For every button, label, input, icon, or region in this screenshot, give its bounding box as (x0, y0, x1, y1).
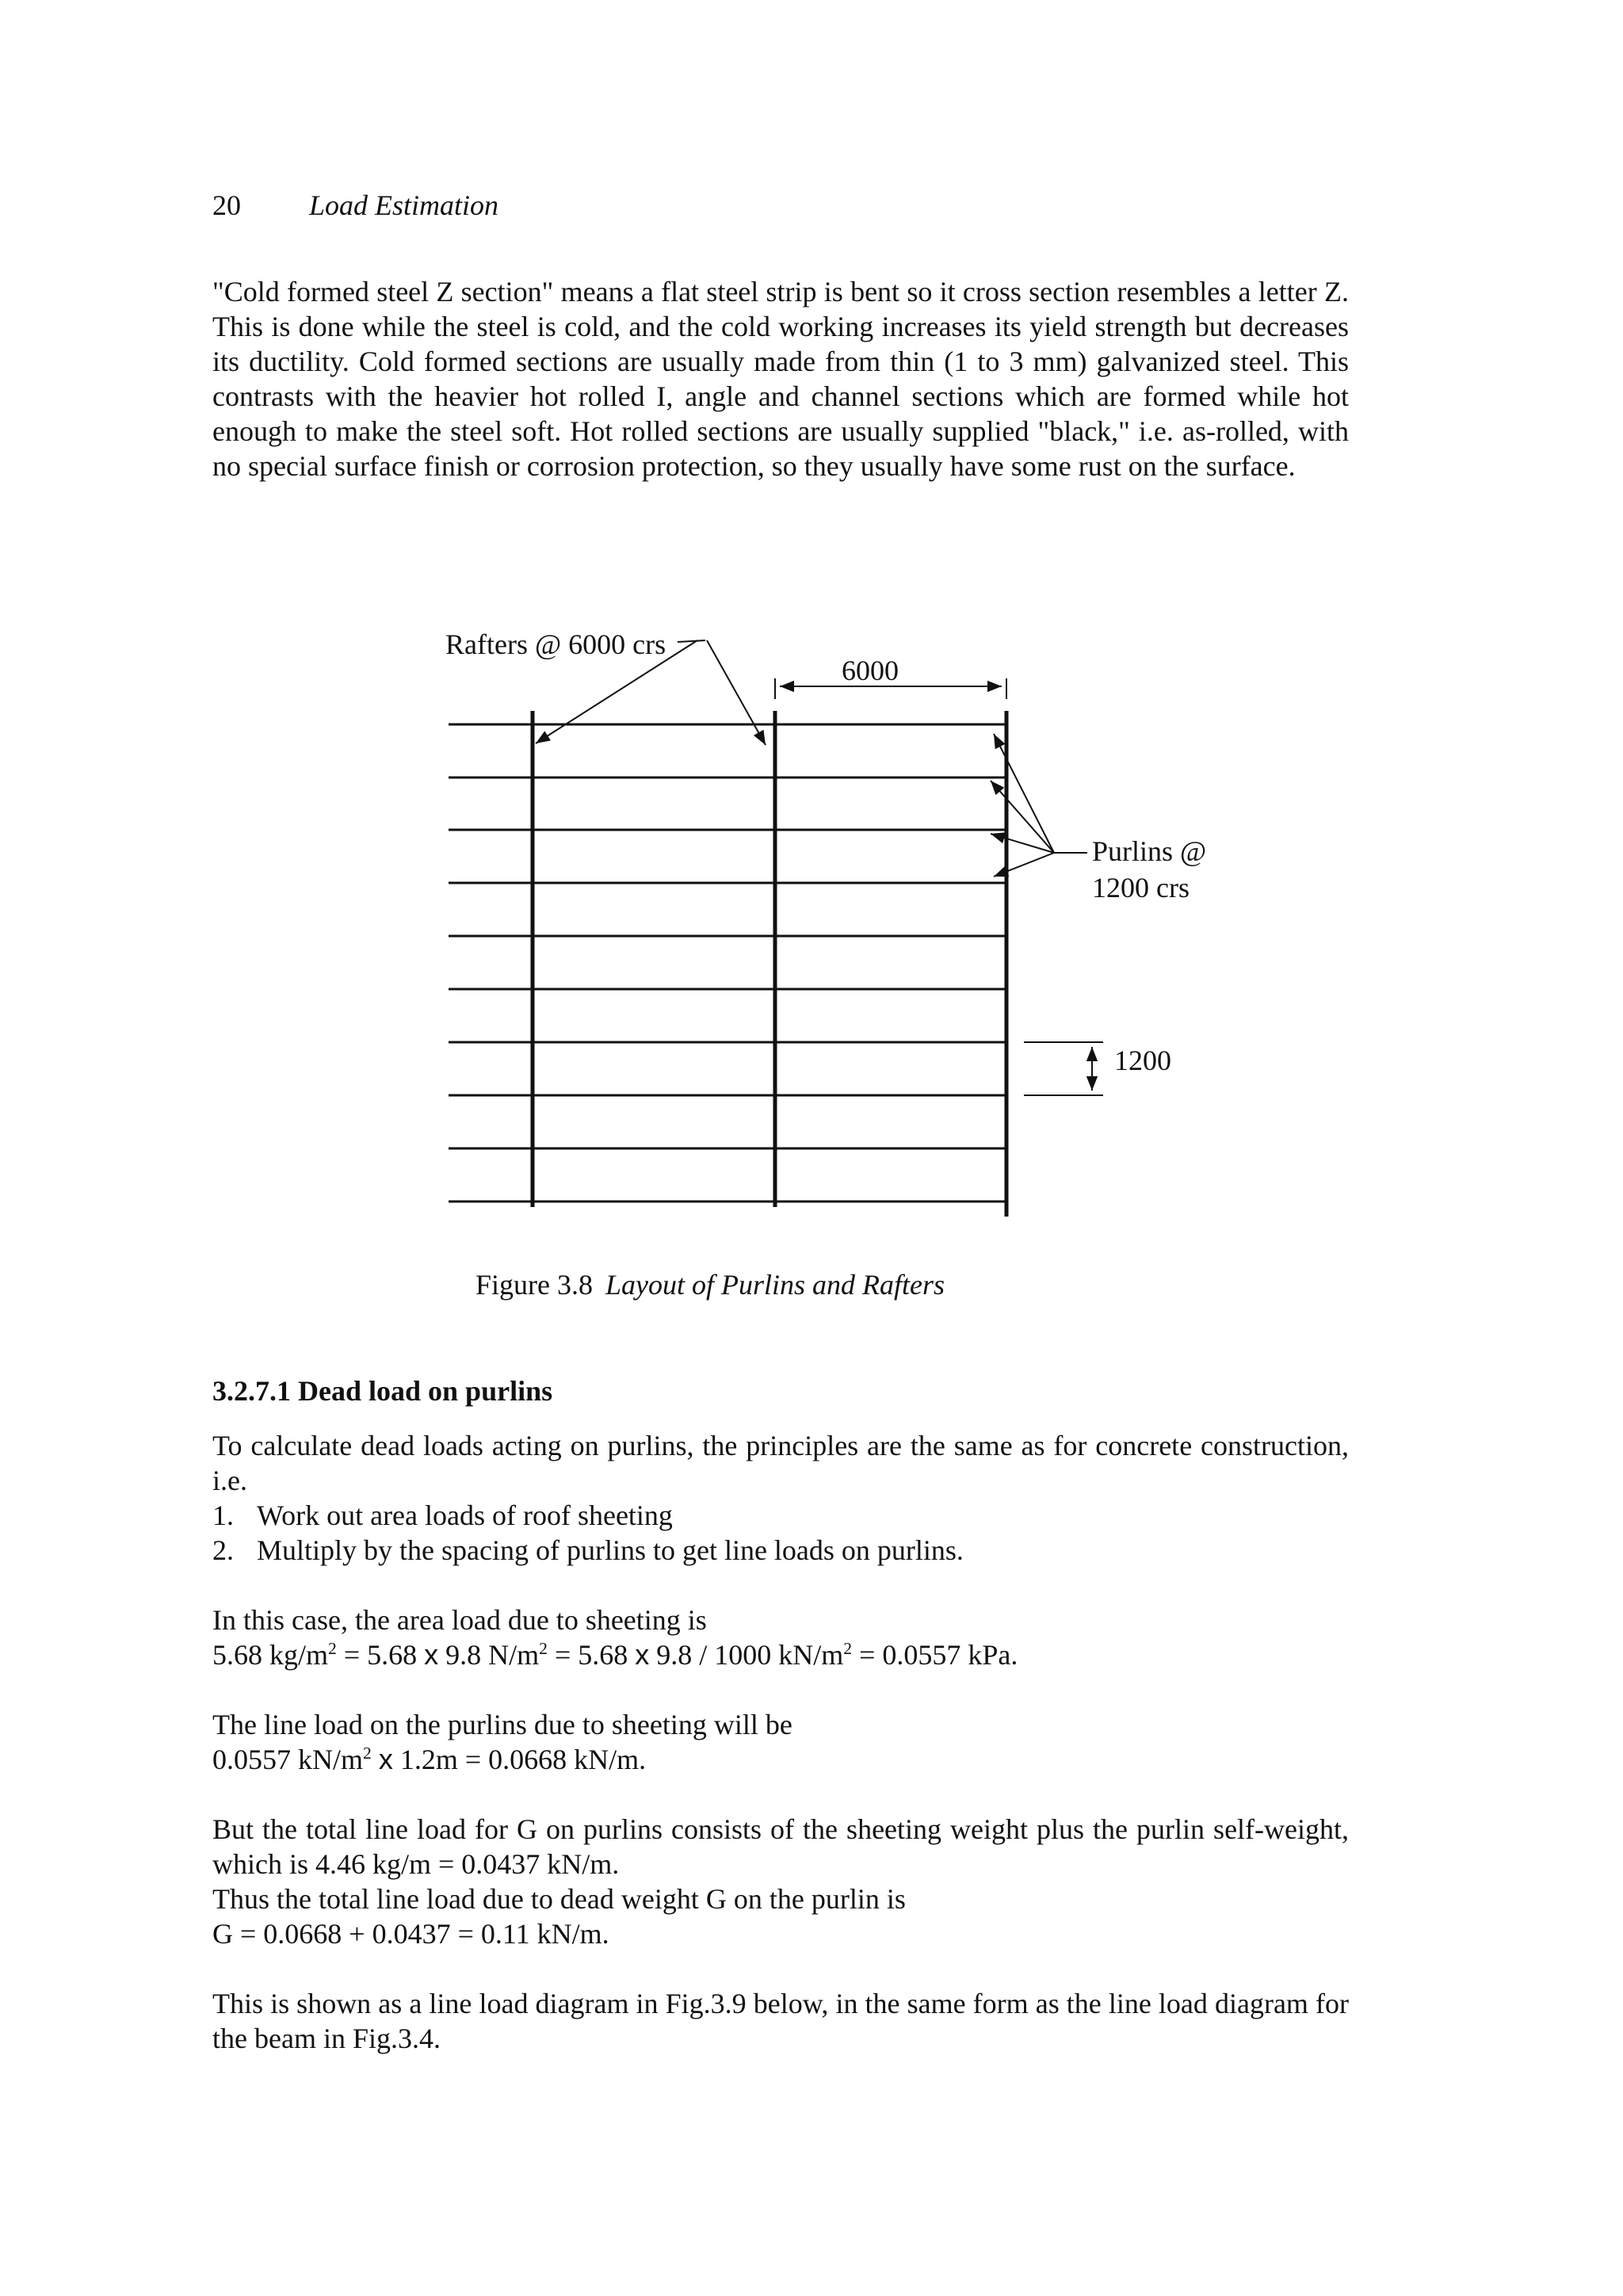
list-item: 2. Multiply by the spacing of purlins to get line loads on purlins. (212, 1534, 964, 1566)
closing-paragraph: This is shown as a line load diagram in Fig.3.9 below, in the same form as the line load diagram for the beam in Fig.3.4. (212, 1988, 1349, 2054)
page-number: 20 (212, 189, 241, 221)
figure-caption (475, 1268, 945, 1301)
list-item: 1. Work out area loads of roof sheeting (212, 1499, 673, 1531)
line-load-equation: 0.0557 $kN/m^2$ x 1.2m = 0.0668 kN/m. (212, 1743, 647, 1775)
running-title: Load Estimation (309, 189, 499, 221)
purlins-label-spacing: 1200 crs (1092, 872, 1190, 904)
spacing-label: 1200 (1114, 1045, 1171, 1076)
purlins-label: Purlins @ (1092, 835, 1207, 867)
caption-number: Figure 3.8 (475, 1269, 593, 1301)
rafter-lines (533, 711, 1006, 1217)
area-load-intro: In this case, the area load due to sheeting is (212, 1604, 707, 1636)
total-load-paragraph: But the total line load for G on purlins consists of the sheeting weight plus the purlin self-weight, which is 4.46 kg/m = 0.0437 kN/m. (212, 1813, 1349, 1880)
intro-paragraph: "Cold formed steel Z section" means a flat steel strip is bent so it cross section resembles a letter Z. This is done while the steel is cold, and the cold working increases its yield strength but decreases its ductility. Cold formed sections are usually made from thin (1 to 3 mm) galvanized steel. This contrasts with the heavier hot rolled I, angle and channel sections which are formed while hot enough to make the steel soft. Hot rolled sections are usually supplied "black," i.e. as-rolled, with no special surface finish or corrosion protection, so they usually have some rust on the surface. (212, 276, 1349, 482)
steps-list (212, 1498, 964, 1568)
section-intro: To calculate dead loads acting on purlins, the principles are the same as for concrete construction, i.e. (212, 1430, 1349, 1496)
area-load-equation: 5.68 $kg/m^2 = 5.68$ x 9.8 $N/m^2 = 5.68$ x 9.8 / 1000 $kN/m^2 = 0.0557$ kPa. (212, 1638, 1018, 1671)
thus-line: Thus the total line load due to dead weight G on the purlin is (212, 1883, 906, 1915)
section-heading: 3.2.7.1 Dead load on purlins (212, 1375, 553, 1407)
rafters-label: Rafters @ 6000 crs (445, 628, 666, 660)
span-label: 6000 (842, 655, 899, 686)
caption-title: Layout of Purlins and Rafters (605, 1269, 945, 1301)
line-load-intro: The line load on the purlins due to sheeting will be (212, 1709, 792, 1740)
spacing-dimension (1024, 1042, 1103, 1095)
g-equation: G = 0.0668 + 0.0437 = 0.11 kN/m. (212, 1918, 609, 1950)
